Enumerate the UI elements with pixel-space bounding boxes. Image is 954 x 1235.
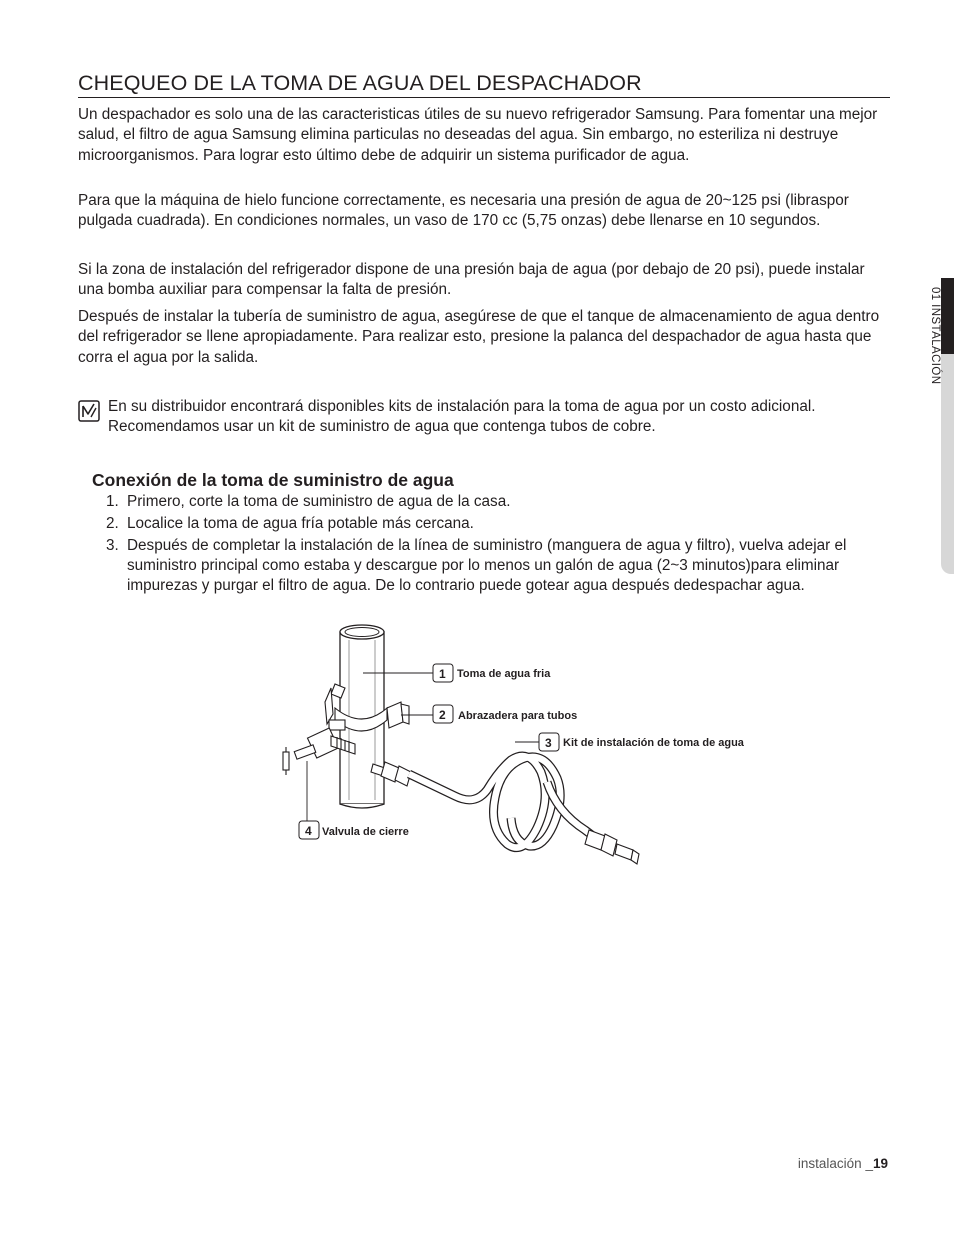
side-tab-background [941, 354, 954, 574]
callout-number: 3 [545, 736, 552, 750]
tank-paragraph: Después de instalar la tubería de suministro de agua, asegúrese de que el tanque de almacenamiento de agua dentro del refrigerador se llene apropiadamente. Para realizar esto, presione la palanca del despachador de agua hasta que corra el agua por la salida. [78, 308, 880, 366]
footer-section: instalación _ [797, 1156, 873, 1171]
note-pencil-icon [78, 400, 100, 422]
page-title: CHEQUEO DE LA TOMA DE AGUA DEL DESPACHADOR [78, 70, 890, 98]
side-tab-marker [941, 278, 954, 354]
callout-2 [433, 705, 577, 723]
step-text: Primero, corte la toma de suministro de agua de la casa. [127, 493, 511, 510]
step-number: 1. [106, 493, 119, 510]
callout-3 [539, 733, 745, 751]
leader-lines [299, 673, 539, 830]
callout-label: Valvula de cierre [322, 826, 409, 838]
callout-label: Abrazadera para tubos [458, 710, 578, 722]
steps-list [106, 492, 896, 598]
callout-1 [433, 664, 551, 682]
intro-paragraph: Un despachador es solo una de las caracteristicas útiles de su nuevo refrigerador Samsung. Para fomentar una mejor salud, el filtro de agua Samsung elimina particulas no deseadas del agua. Sin embargo, no esteriliza ni destruye microorganismos. Para lograr esto último debe de adquirir un sistema purificador de agua. [78, 106, 878, 164]
low-pressure-paragraph: Si la zona de instalación del refrigerador dispone de una presión baja de agua (por debajo de 20 psi), puede instalar una bomba auxiliar para compensar la falta de presión. [78, 261, 865, 299]
step-text: Después de completar la instalación de la línea de suministro (manguera de agua y filtro), vuelva adejar el suministro principal como estaba y descargue por lo menos un galón de agua (2~3 minutos)para eliminar impurezas y purgar el filtro de agua. De lo contrario puede gotear agua después dedespachar agua. [127, 536, 847, 595]
page-number: 19 [872, 1156, 888, 1171]
callout-number: 4 [305, 824, 312, 838]
section-heading: Conexión de la toma de suministro de agua [92, 470, 454, 490]
installation-diagram [275, 612, 775, 882]
step-number: 2. [106, 514, 119, 532]
page-footer [798, 1156, 888, 1171]
list-item [106, 492, 896, 512]
callout-number: 1 [439, 667, 446, 681]
note-text: En su distribuidor encontrará disponibles kits de instalación para la toma de agua por un costo adicional. Recomendamos usar un kit de suministro de agua que contenga tubos de cobre. [108, 398, 816, 436]
callout-label: Kit de instalación de toma de agua [563, 737, 744, 749]
callout-label: Toma de agua fria [457, 668, 551, 680]
coiled-tube [409, 756, 593, 848]
step-text: Localice la toma de agua fría potable más cercana. [127, 514, 474, 532]
side-tab-label: 01 INSTALACIÓN [929, 287, 941, 385]
pressure-paragraph: Para que la máquina de hielo funcione correctamente, es necesaria una presión de agua de 20~125 psi (libraspor pulgada cuadrada). En condiciones normales, un vaso de 170 cc (5,75 onzas) debe llenarse en 10 segundos. [78, 192, 849, 230]
list-item [106, 536, 896, 597]
step-number: 3. [106, 536, 119, 554]
list-item [106, 514, 896, 534]
callout-4 [299, 821, 409, 839]
callout-number: 2 [439, 708, 446, 722]
end-fitting [585, 830, 639, 864]
